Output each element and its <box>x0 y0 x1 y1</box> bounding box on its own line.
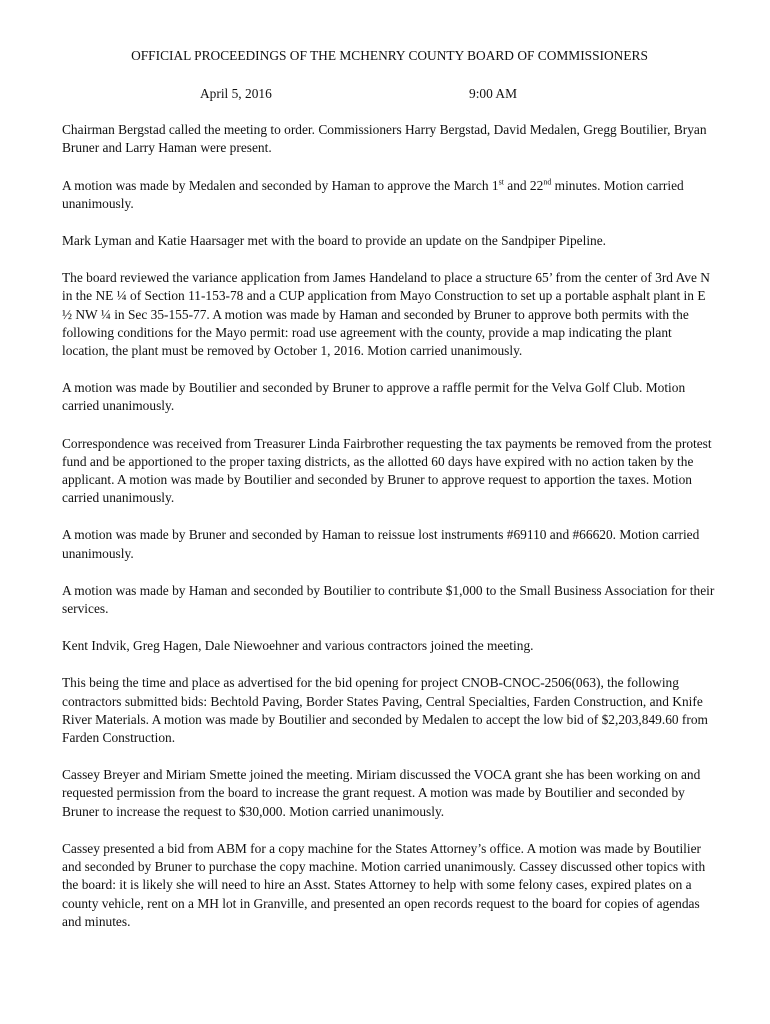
paragraph-bid-opening: This being the time and place as advertised for the bid opening for project CNOB-CNOC-2506(063), the following contractors submitted bids: Bechtold Paving, Border States Paving, Central Specialties, Farden Construction, and Knife River Materials. A motion was made by Boutilier and seconded by Medalen to accept the low bid of $2,203,849.60 from Farden Construction. <box>62 675 708 746</box>
meeting-dateline <box>62 85 717 103</box>
meeting-date: April 5, 2016 <box>200 86 272 102</box>
paragraph-voca-grant: Cassey Breyer and Miriam Smette joined the meeting. Miriam discussed the VOCA grant she has been working on and requested permission from the board to increase the grant request. A motion was made by Boutilier and seconded by Bruner to increase the request to $30,000. Motion carried unanimously. <box>62 767 701 819</box>
paragraph-sba-contribution: A motion was made by Haman and seconded by Boutilier to contribute $1,000 to the Small Business Association for their services. <box>62 582 715 617</box>
ordinal-st: st <box>498 177 504 187</box>
paragraph-tax-correspondence: Correspondence was received from Treasurer Linda Fairbrother requesting the tax payments be removed from the protest fund and be apportioned to the proper taxing districts, as the allotted 60 days have expired with no action taken by the applicant. A motion was made by Boutilier and seconded by Bruner to approve request to apportion the taxes. Motion carried unanimously. <box>62 435 712 506</box>
paragraph-call-to-order: Chairman Bergstad called the meeting to order. Commissioners Harry Bergstad, David Medalen, Gregg Boutilier, Bryan Bruner and Larry Haman were present. <box>62 122 707 156</box>
paragraph-raffle-permit: A motion was made by Boutilier and seconded by Bruner to approve a raffle permit for the Velva Golf Club. Motion carried unanimously. <box>62 380 686 414</box>
document-title: OFFICIAL PROCEEDINGS OF THE MCHENRY COUNTY BOARD OF COMMISSIONERS <box>131 48 648 63</box>
minutes-text-part2: and 22 <box>503 177 544 193</box>
paragraph-pipeline-update: Mark Lyman and Katie Haarsager met with the board to provide an update on the Sandpiper Pipeline. <box>62 233 607 249</box>
paragraph-copy-machine: Cassey presented a bid from ABM for a copy machine for the States Attorney’s office. A motion was made by Boutilier and seconded by Bruner to purchase the copy machine. Motion carried unanimously. Cassey discussed other topics with the board: it is likely she will need to hire an Asst. States Attorney to help with some felony cases, expired plates on a county vehicle, rent on a MH lot in Granville, and presented an open records request to the board for copies of agendas and minutes. <box>62 840 706 929</box>
paragraph-lost-instruments: A motion was made by Bruner and seconded by Haman to reissue lost instruments #69110 and #66620. Motion carried unanimously. <box>62 527 700 561</box>
document-page <box>62 47 717 950</box>
minutes-text-part3: minutes. Motion carried unanimously. <box>62 177 684 211</box>
paragraph-minutes-approval <box>62 177 717 213</box>
meeting-time: 9:00 AM <box>469 86 517 102</box>
ordinal-nd: nd <box>543 177 552 187</box>
minutes-text-part1: A motion was made by Medalen and seconded by Haman to approve the March 1 <box>62 177 499 193</box>
paragraph-variance-cup: The board reviewed the variance application from James Handeland to place a structure 65’ from the center of 3rd Ave N in the NE ¼ of Section 11-153-78 and a CUP application from Mayo Construction to set up a portable asphalt plant in E ½ NW ¼ in Sec 35-155-77. A motion was made by Haman and seconded by Bruner to approve both permits with the following conditions for the Mayo permit: road use agreement with the county, provide a map indicating the plant location, the plant must be removed by October 1, 2016. Motion carried unanimously. <box>62 270 710 359</box>
paragraph-contractors-joined: Kent Indvik, Greg Hagen, Dale Niewoehner and various contractors joined the meeting. <box>62 638 534 654</box>
